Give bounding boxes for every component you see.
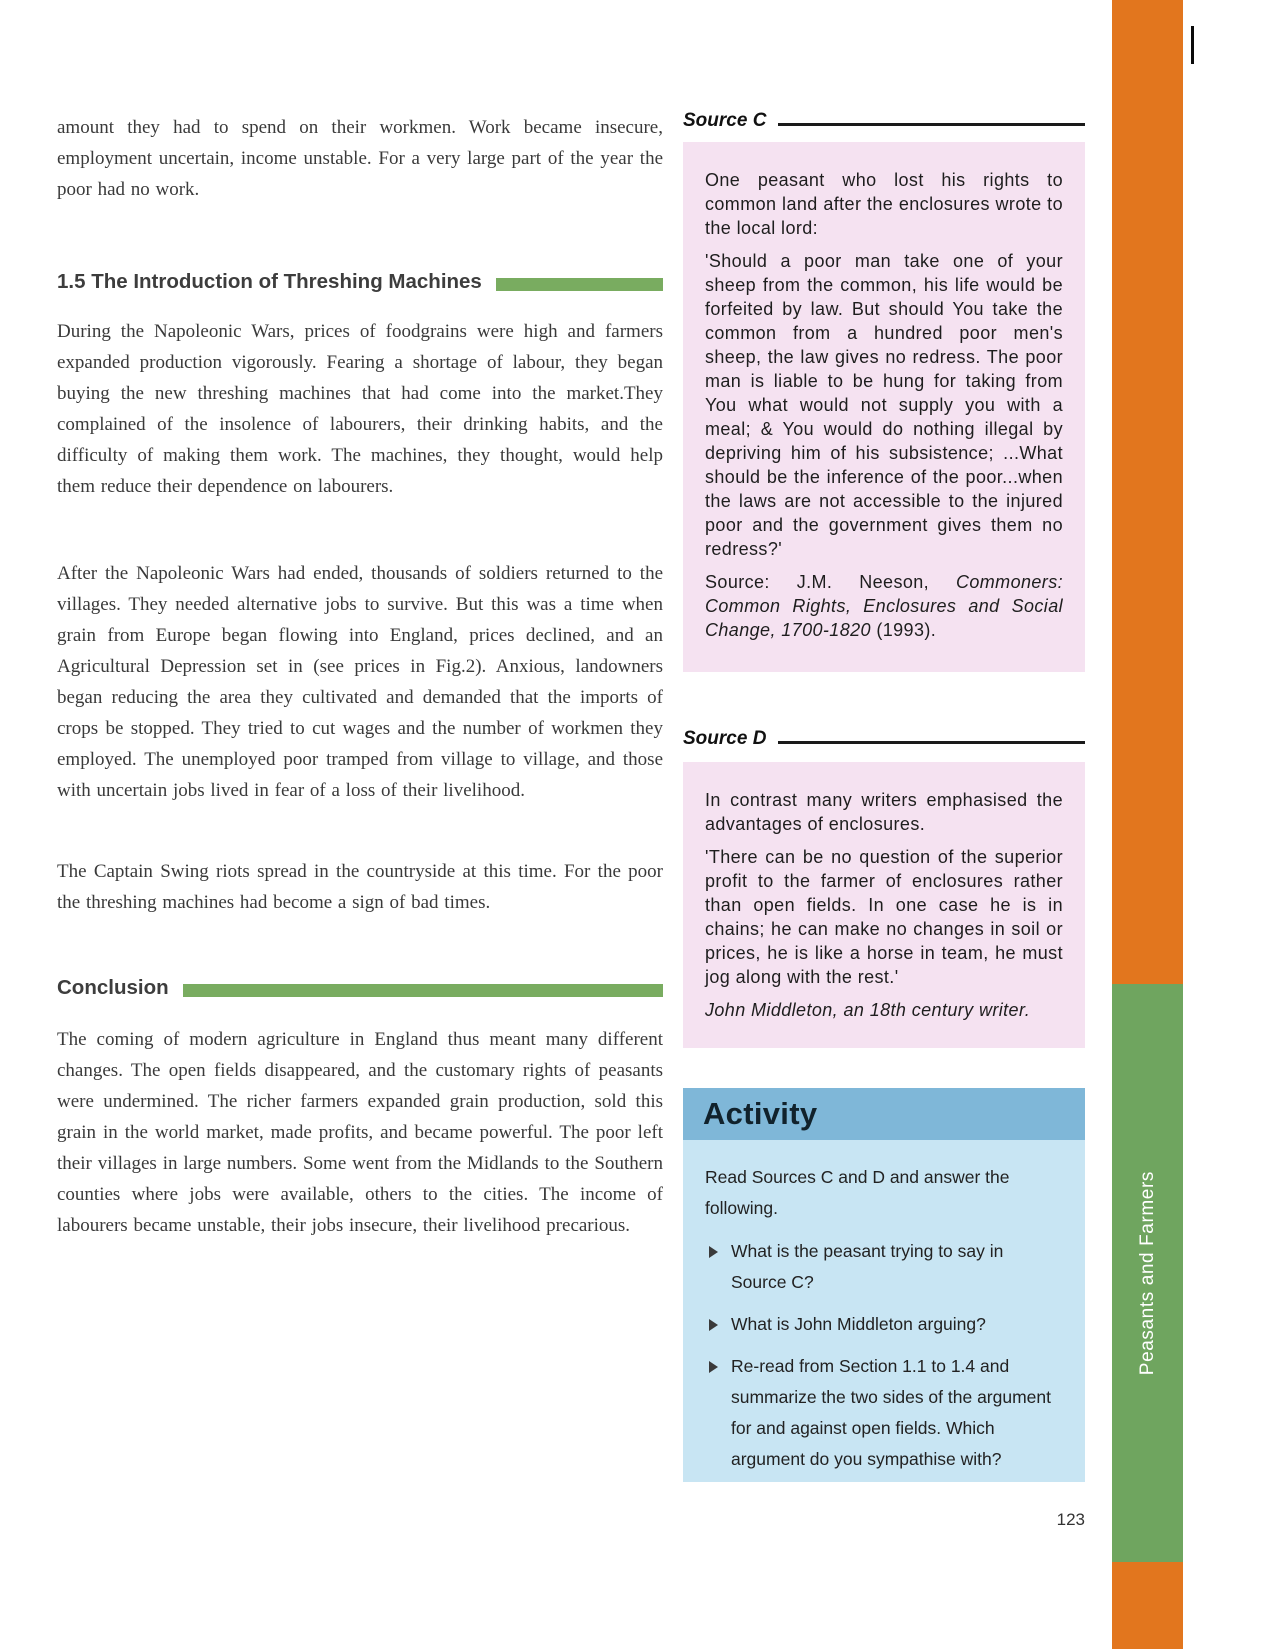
intro-paragraph: amount they had to spend on their workmen. Work became insecure, employment uncertain, income unstable. For a very large part of the year the poor had no work. bbox=[57, 117, 663, 200]
activity-body bbox=[683, 1140, 1085, 1482]
section-paragraph: During the Napoleonic Wars, prices of foodgrains were high and farmers expanded production vigorously. Fearing a shortage of labour, they began buying the new threshing machines that had come into the market.They complained of the insolence of labourers, their drinking habits, and the difficulty of making them work. The machines, they thought, would help them reduce their dependence on labourers. bbox=[57, 321, 663, 497]
source-c-attribution bbox=[705, 570, 1063, 642]
conclusion-heading: Conclusion bbox=[57, 976, 169, 999]
source-d-box bbox=[683, 762, 1085, 1048]
source-c-attribution-suffix: (1993). bbox=[870, 620, 937, 640]
chapter-tab-label: Peasants and Farmers bbox=[1136, 1170, 1158, 1376]
source-c-attribution-prefix: Source: J.M. Neeson, bbox=[705, 572, 956, 592]
source-c-rule bbox=[778, 123, 1085, 126]
source-c-attribution-title: Commoners: Common Rights, Enclosures and Social Change, 1700-1820 bbox=[705, 572, 1063, 640]
activity-item bbox=[705, 1351, 1063, 1475]
section-heading: 1.5 The Introduction of Threshing Machines bbox=[57, 270, 482, 293]
activity-question: What is John Middleton arguing? bbox=[731, 1314, 986, 1334]
page-number: 123 bbox=[1056, 1510, 1085, 1529]
side-strip-green bbox=[1112, 984, 1183, 1562]
source-d-quote: 'There can be no question of the superior profit to the farmer of enclosures rather than open fields. In one case he is in chains; he can make no changes in soil or prices, he is like a horse in team, he must jog along with the rest.' bbox=[705, 847, 1063, 987]
arrowhead-bullet-icon bbox=[709, 1361, 718, 1373]
conclusion-heading-row bbox=[57, 976, 663, 1000]
conclusion-paragraph: The coming of modern agriculture in England thus meant many different changes. The open fields disappeared, and the customary rights of peasants were undermined. The richer farmers expanded grain production, sold this grain in the world market, made profits, and became powerful. The poor left their villages in large numbers. Some went from the Midlands to the Southern counties where jobs were available, others to the cities. The income of labourers became unstable, their jobs insecure, their livelihood precarious. bbox=[57, 1029, 663, 1236]
arrowhead-bullet-icon bbox=[709, 1319, 718, 1331]
source-d-label-row bbox=[683, 728, 1085, 750]
source-c-label: Source C bbox=[683, 110, 767, 131]
section-paragraph: After the Napoleonic Wars had ended, thousands of soldiers returned to the villages. They needed alternative jobs to survive. But this was a time when grain from Europe began flowing into England, prices declined, and an Agricultural Depression set in (see prices in Fig.2). Anxious, landowners began reducing the area they cultivated and demanded that the imports of crops be stopped. They tried to cut wages and the number of workmen they employed. The unemployed poor tramped from village to village, and those with uncertain jobs lived in fear of a loss of their livelihood. bbox=[57, 563, 663, 801]
activity-item bbox=[705, 1309, 1063, 1340]
corner-mark bbox=[1191, 26, 1194, 64]
section-paragraph: The Captain Swing riots spread in the countryside at this time. For the poor the threshing machines had become a sign of bad times. bbox=[57, 861, 663, 913]
source-d-attribution: John Middleton, an 18th century writer. bbox=[705, 1000, 1031, 1020]
activity-header bbox=[683, 1088, 1085, 1140]
source-d-rule bbox=[778, 741, 1085, 744]
section-heading-row bbox=[57, 270, 663, 294]
activity-item bbox=[705, 1236, 1063, 1298]
source-c-intro: One peasant who lost his rights to common land after the enclosures wrote to the local lord: bbox=[705, 170, 1063, 238]
arrowhead-bullet-icon bbox=[709, 1246, 718, 1258]
source-c-box bbox=[683, 142, 1085, 672]
heading-rule-bar bbox=[183, 984, 663, 997]
heading-rule-bar bbox=[496, 278, 663, 291]
source-d-label: Source D bbox=[683, 728, 767, 749]
activity-question: What is the peasant trying to say in Source C? bbox=[731, 1241, 1004, 1292]
activity-intro: Read Sources C and D and answer the following. bbox=[705, 1167, 1010, 1218]
source-c-quote: 'Should a poor man take one of your sheep from the common, his life would be forfeited by law. But should You take the common from a hundred poor men's sheep, the law gives no redress. The poor man is liable to be hung for taking from You what would not supply you with a meal; & You would do nothing illegal by depriving him of his subsistence; ...What should be the inference of the poor...when the laws are not accessible to the injured poor and the government gives them no redress?' bbox=[705, 251, 1063, 559]
source-c-label-row bbox=[683, 110, 1085, 132]
activity-title: Activity bbox=[703, 1096, 818, 1131]
source-d-intro: In contrast many writers emphasised the advantages of enclosures. bbox=[705, 790, 1063, 834]
activity-question: Re-read from Section 1.1 to 1.4 and summarize the two sides of the argument for and against open fields. Which argument do you sympathise with? bbox=[731, 1356, 1052, 1469]
